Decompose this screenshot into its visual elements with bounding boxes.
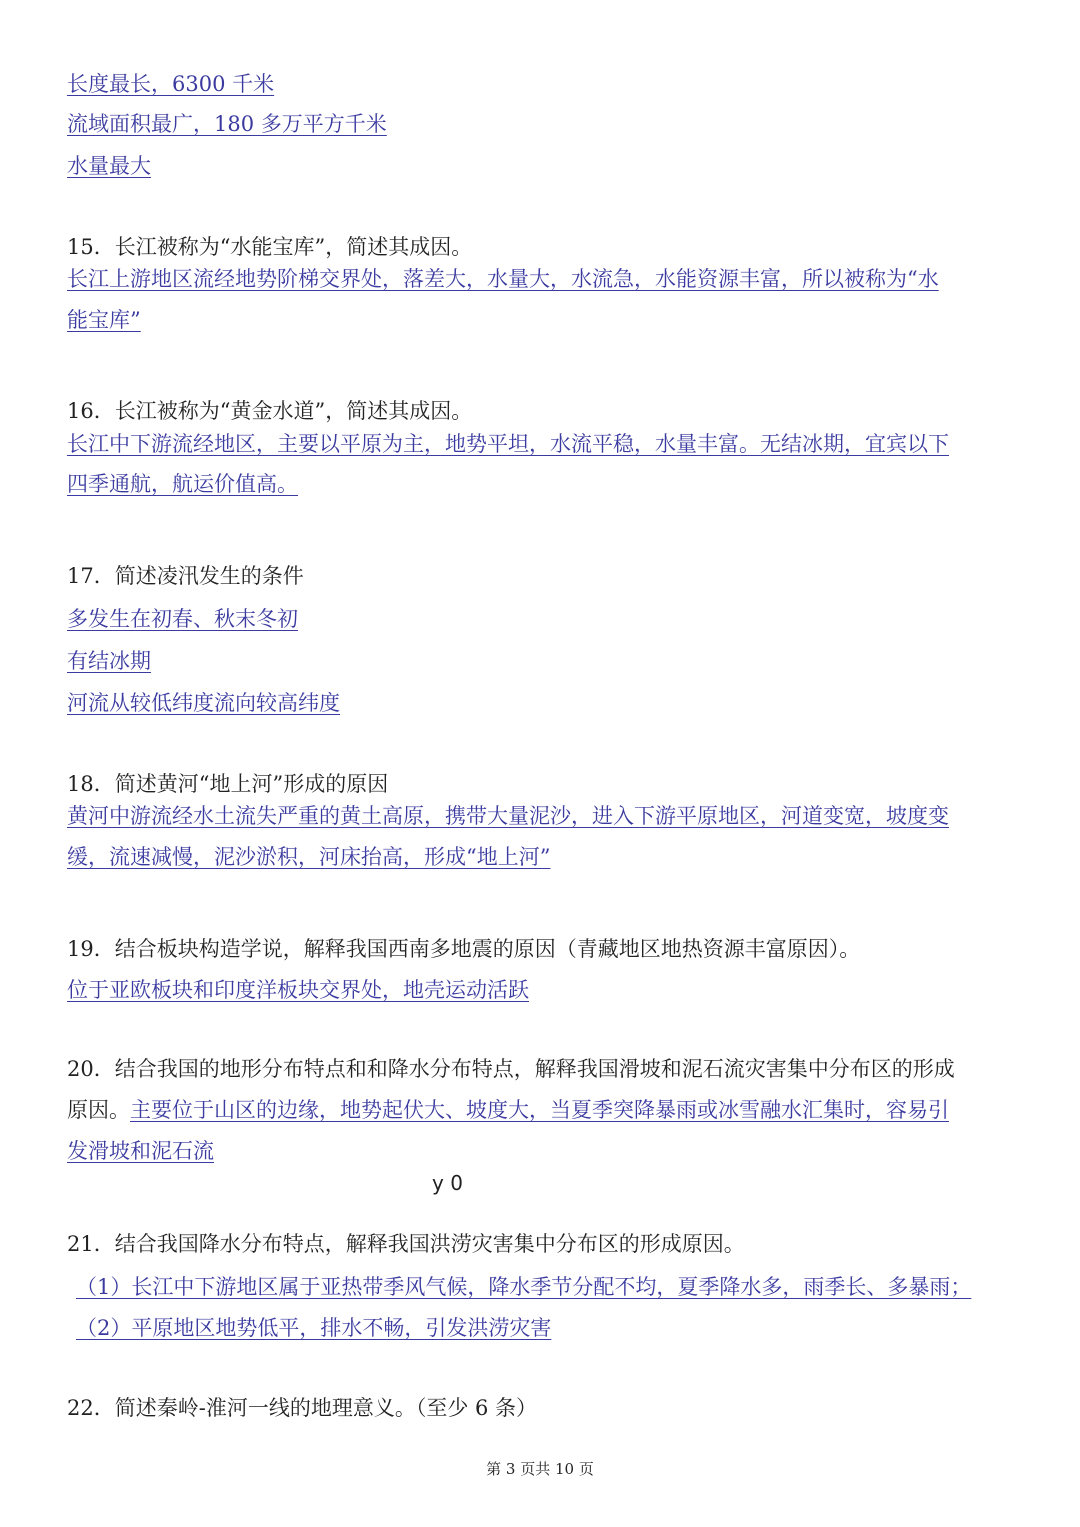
question-20-line-1: 20．结合我国的地形分布特点和和降水分布特点，解释我国滑坡和泥石流灾害集中分布区的形成	[67, 1057, 955, 1081]
question-15: 15．长江被称为“水能宝库”，简述其成因。	[67, 235, 473, 259]
answer-17-freezing: 有结冰期	[67, 649, 151, 673]
answer-16-line-1: 长江中下游流经地区，主要以平原为主，地势平坦，水流平稳，水量丰富。无结冰期，宜宾以下	[67, 432, 949, 456]
answer-21-item-2: （2）平原地区地势低平，排水不畅，引发洪涝灾害	[76, 1316, 552, 1340]
question-21: 21．结合我国降水分布特点，解释我国洪涝灾害集中分布区的形成原因。	[67, 1232, 745, 1256]
answer-16-line-2: 四季通航，航运价值高。	[67, 472, 298, 496]
answer-20-line-2: 发滑坡和泥石流	[67, 1139, 214, 1163]
answer-18-line-2: 缓，流速减慢，泥沙淤积，河床抬高，形成“地上河”	[67, 845, 551, 869]
question-17: 17．简述凌汛发生的条件	[67, 564, 304, 588]
answer-21-item-1: （1）长江中下游地区属于亚热带季风气候，降水季节分配不均，夏季降水多，雨季长、多暴雨；	[76, 1275, 972, 1299]
answer-17-latitude: 河流从较低纬度流向较高纬度	[67, 691, 340, 715]
answer-18-line-1: 黄河中游流经水土流失严重的黄土高原，携带大量泥沙，进入下游平原地区，河道变宽，坡度变	[67, 804, 949, 828]
question-20-line-2	[67, 1095, 949, 1125]
answer-14-basin-area: 流域面积最广，180 多万平方千米	[67, 112, 387, 136]
answer-15-line-2: 能宝库”	[67, 308, 141, 332]
question-22: 22．简述秦岭-淮河一线的地理意义。（至少 6 条）	[67, 1396, 538, 1420]
answer-14-water-volume: 水量最大	[67, 154, 151, 178]
answer-15-line-1: 长江上游地区流经地势阶梯交界处，落差大，水量大，水流急，水能资源丰富，所以被称为“水	[67, 267, 939, 291]
answer-17-season: 多发生在初春、秋末冬初	[67, 607, 298, 631]
answer-14-length: 长度最长，6300 千米	[67, 72, 275, 96]
question-20-prefix: 原因。	[67, 1098, 130, 1122]
page-footer: 第 3 页共 10 页	[486, 1460, 594, 1478]
answer-19: 位于亚欧板块和印度洋板块交界处，地壳运动活跃	[67, 978, 529, 1002]
question-19: 19．结合板块构造学说，解释我国西南多地震的原因（青藏地区地热资源丰富原因）。	[67, 937, 861, 961]
question-16: 16．长江被称为“黄金水道”，简述其成因。	[67, 399, 473, 423]
answer-20-line-1: 主要位于山区的边缘，地势起伏大、坡度大，当夏季突降暴雨或冰雪融水汇集时，容易引	[130, 1098, 949, 1122]
stray-text: y 0	[432, 1171, 463, 1195]
question-18: 18．简述黄河“地上河”形成的原因	[67, 772, 389, 796]
